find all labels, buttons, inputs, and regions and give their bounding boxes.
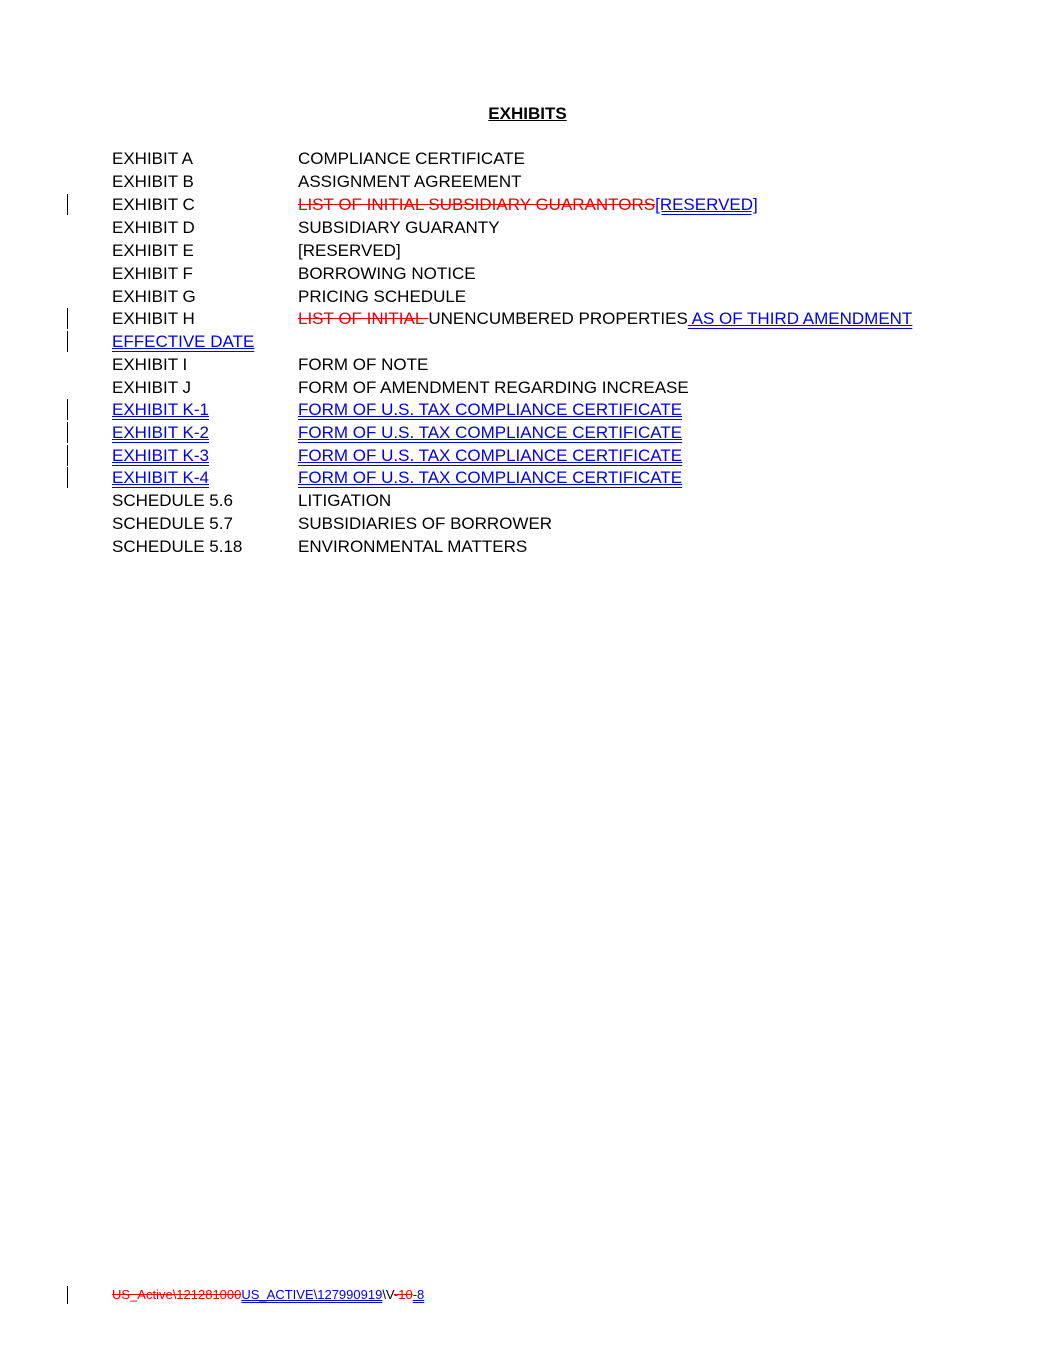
exhibit-description: FORM OF NOTE	[298, 355, 429, 374]
exhibit-label: EXHIBIT K-3	[112, 446, 209, 465]
exhibit-description: PRICING SCHEDULE	[298, 287, 467, 306]
revision-change-bar	[67, 422, 68, 443]
exhibit-description: FORM OF U.S. TAX COMPLIANCE CERTIFICATE	[298, 446, 683, 465]
exhibit-description: FORM OF U.S. TAX COMPLIANCE CERTIFICATE	[298, 468, 683, 487]
exhibit-label: EXHIBIT G	[112, 287, 196, 306]
exhibit-row	[0, 535, 1055, 558]
exhibit-label: EXHIBIT J	[112, 378, 192, 397]
exhibit-row	[0, 239, 1055, 262]
exhibit-description: COMPLIANCE CERTIFICATE	[298, 149, 526, 168]
revision-change-bar	[67, 308, 68, 329]
exhibit-label: SCHEDULE 5.7	[112, 514, 233, 533]
exhibit-label: EXHIBIT K-1	[112, 400, 209, 419]
exhibit-label: SCHEDULE 5.6	[112, 491, 233, 510]
exhibit-row	[0, 444, 1055, 467]
exhibit-row	[0, 398, 1055, 421]
exhibit-description: ENVIRONMENTAL MATTERS	[298, 537, 528, 556]
exhibit-row	[0, 216, 1055, 239]
inserted-text: [RESERVED]	[655, 195, 758, 214]
exhibit-description	[298, 193, 758, 216]
exhibit-description: LITIGATION	[298, 491, 392, 510]
exhibit-row	[0, 421, 1055, 444]
retained-text: UNENCUMBERED PROPERTIES	[428, 309, 688, 328]
exhibit-row	[0, 285, 1055, 308]
exhibit-description: SUBSIDIARIES OF BORROWER	[298, 514, 553, 533]
exhibit-row	[0, 353, 1055, 376]
exhibit-row	[0, 489, 1055, 512]
exhibit-label: SCHEDULE 5.18	[112, 537, 243, 556]
exhibit-label: EXHIBIT K-2	[112, 423, 209, 442]
inserted-text: -8	[412, 1287, 425, 1302]
exhibit-row	[0, 147, 1055, 170]
page-title: EXHIBITS	[488, 104, 567, 123]
exhibit-description: FORM OF U.S. TAX COMPLIANCE CERTIFICATE	[298, 423, 683, 442]
deleted-text: LIST OF INITIAL SUBSIDIARY GUARANTORS	[298, 195, 656, 214]
exhibit-label: EXHIBIT E	[112, 241, 194, 260]
exhibit-row	[0, 466, 1055, 489]
exhibit-row	[0, 193, 1055, 216]
exhibit-description	[298, 307, 912, 330]
exhibit-label: EXHIBIT I	[112, 355, 188, 374]
document-footer	[0, 1286, 1055, 1304]
retained-text: \V	[382, 1287, 394, 1302]
exhibit-description: SUBSIDIARY GUARANTY	[298, 218, 500, 237]
exhibit-row	[0, 307, 1055, 330]
exhibit-label: EXHIBIT D	[112, 218, 195, 237]
exhibit-row	[0, 376, 1055, 399]
exhibit-description: ASSIGNMENT AGREEMENT	[298, 172, 522, 191]
exhibit-label: EXHIBIT C	[112, 195, 195, 214]
exhibit-description: [RESERVED]	[298, 241, 401, 260]
inserted-text: US_ACTIVE\127990919	[241, 1287, 383, 1302]
exhibit-description: FORM OF AMENDMENT REGARDING INCREASE	[298, 378, 689, 397]
exhibit-row	[0, 262, 1055, 285]
deleted-text: LIST OF INITIAL	[298, 309, 429, 328]
exhibit-label: EXHIBIT F	[112, 264, 193, 283]
exhibit-description: FORM OF U.S. TAX COMPLIANCE CERTIFICATE	[298, 400, 683, 419]
exhibit-row	[0, 170, 1055, 193]
revision-change-bar	[67, 331, 68, 352]
revision-change-bar	[67, 1286, 68, 1304]
inserted-text: EFFECTIVE DATE	[112, 332, 255, 351]
exhibit-row	[0, 512, 1055, 535]
document-id	[112, 1286, 424, 1304]
exhibit-label: EXHIBIT H	[112, 309, 195, 328]
exhibit-label: EXHIBIT B	[112, 172, 194, 191]
deleted-text: -10	[393, 1287, 413, 1302]
exhibit-description: BORROWING NOTICE	[298, 264, 476, 283]
revision-change-bar	[67, 445, 68, 466]
exhibit-label: EXHIBIT K-4	[112, 468, 209, 487]
revision-change-bar	[67, 467, 68, 488]
revision-change-bar	[67, 399, 68, 420]
inserted-text: AS OF THIRD AMENDMENT	[687, 309, 913, 328]
exhibit-row-continuation	[0, 330, 1055, 353]
revision-change-bar	[67, 194, 68, 215]
exhibit-label: EXHIBIT A	[112, 149, 193, 168]
deleted-text: US_Active\121281000	[112, 1287, 242, 1302]
